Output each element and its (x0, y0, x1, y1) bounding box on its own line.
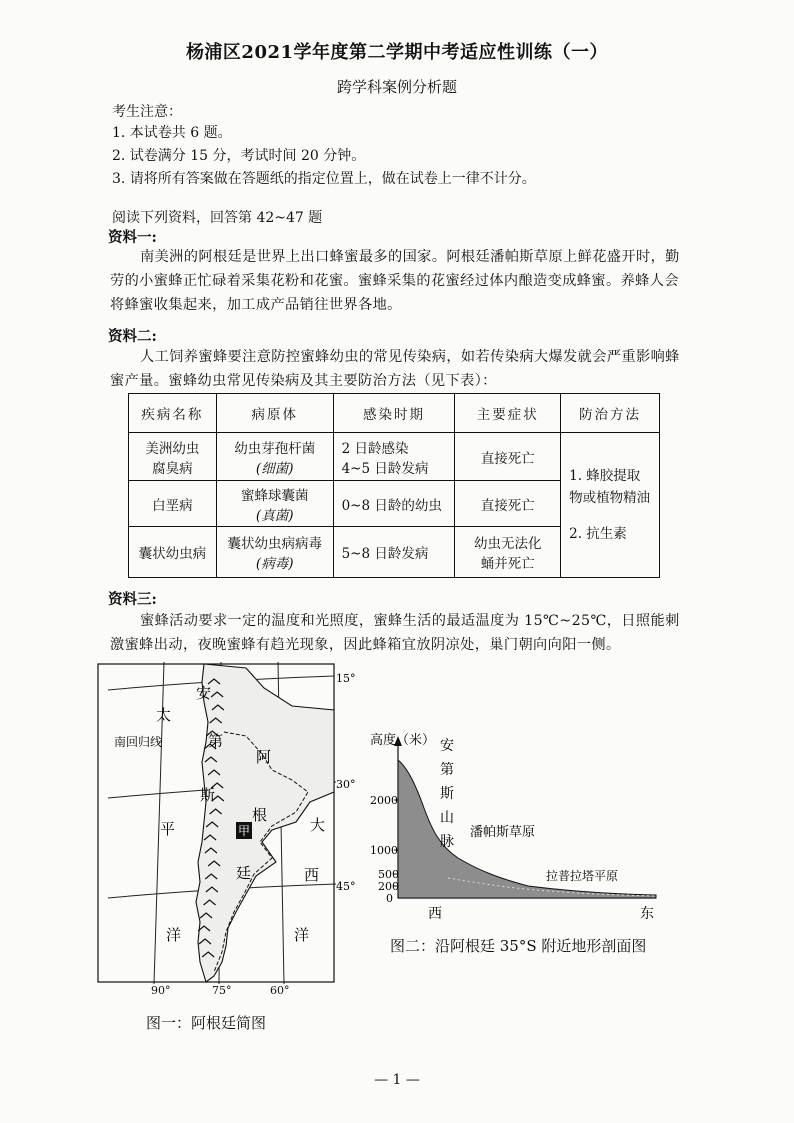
andes-char: 安 (196, 684, 212, 702)
material1-body: 南美洲的阿根廷是世界上出口蜂蜜最多的国家。阿根廷潘帕斯草原上鲜花盛开时，勤劳的小蜜蜂正忙碌着采集花粉和花蜜。蜜蜂采集的花蜜经过体内酿造变成蜂蜜。养蜂人会将蜂蜜收集起来，加工成产品销往世界各地。 (110, 249, 680, 313)
figure1-caption: 图一：阿根廷简图 (146, 1014, 267, 1032)
marker-label: 甲 (237, 824, 251, 838)
table-header: 病原体 (216, 394, 333, 433)
atlantic-char: 西 (304, 866, 320, 884)
material1-text (110, 245, 688, 317)
pathogen: 蜜蜂球囊菌 (真菌) (216, 481, 333, 527)
reading-intro: 阅读下列资料，回答第 42~47 题 (112, 210, 323, 226)
west-label: 西 (428, 906, 442, 922)
andes-label-char: 脉 (440, 834, 454, 850)
infection-period: 0~8 日龄的幼虫 (333, 481, 455, 527)
pacific-char: 洋 (166, 926, 182, 944)
argentina-map (96, 662, 356, 997)
disease-name: 囊状幼虫病 (129, 527, 217, 578)
table-header: 主要症状 (455, 394, 561, 433)
page-number: — 1 — (374, 1072, 420, 1088)
disease-table (128, 393, 660, 578)
terrain-profile-svg (368, 728, 670, 938)
andes-char: 斯 (200, 786, 216, 804)
laplata-label: 拉普拉塔平原 (546, 869, 619, 883)
symptom: 幼虫无法化 蛹并死亡 (455, 527, 561, 578)
table-header: 疾病名称 (129, 394, 217, 433)
material1-heading: 资料一: (108, 229, 157, 246)
material2-body: 人工饲养蜜蜂要注意防控蜜蜂幼虫的常见传染病，如若传染病大爆发就会严重影响蜂蜜产量。蜜蜂幼虫常见传染病及其主要防治方法（见下表）： (110, 349, 680, 389)
material3-text (110, 609, 688, 657)
terrain-profile (368, 728, 670, 938)
lon-label: 60° (270, 984, 290, 997)
notice-item: 1. 本试卷共 6 题。 (112, 125, 232, 141)
figure2-caption: 图二：沿阿根廷 35°S 附近地形剖面图 (390, 937, 647, 955)
prevention-methods (561, 433, 660, 578)
lon-label: 75° (212, 984, 232, 997)
table-header-row (129, 394, 660, 433)
y-axis-title: 高度（米） (370, 733, 436, 748)
notice-heading: 考生注意： (112, 104, 182, 120)
table-row (129, 433, 660, 481)
pacific-char: 平 (160, 820, 176, 838)
material2-heading: 资料二: (108, 328, 157, 345)
y-tick: 500 (378, 868, 399, 881)
argentina-char: 廷 (236, 864, 252, 882)
argentina-map-svg (96, 662, 356, 984)
pampas-label: 潘帕斯草原 (470, 825, 536, 840)
pathogen: 幼虫芽孢杆菌 (细菌) (216, 433, 333, 481)
notice-item: 2. 试卷满分 15 分，考试时间 20 分钟。 (112, 148, 366, 164)
method-item: 1. 蜂胶提取物或植物精油 (569, 468, 651, 506)
andes-label-char: 第 (440, 762, 454, 778)
atlantic-char: 洋 (294, 926, 310, 944)
notice-item: 3. 请将所有答案做在答题纸的指定位置上，做在试卷上一律不计分。 (112, 171, 536, 187)
table-header: 防治方法 (561, 394, 660, 433)
andes-label-char: 斯 (440, 786, 454, 802)
lat-label: 45° (336, 880, 356, 893)
page-subtitle: 跨学科案例分析题 (336, 78, 457, 96)
lon-label: 90° (151, 984, 171, 997)
tropic-label: 南回归线 (114, 735, 163, 749)
page-title: 杨浦区2021学年度第二学期中考适应性训练（一） (185, 42, 609, 63)
y-tick: 200 (378, 880, 399, 893)
andes-label-char: 山 (440, 810, 454, 826)
material2-text (110, 345, 688, 393)
symptom: 直接死亡 (455, 433, 561, 481)
andes-label-char: 安 (440, 738, 454, 754)
symptom: 直接死亡 (455, 481, 561, 527)
argentina-char: 阿 (256, 748, 272, 766)
infection-period: 5~8 日龄发病 (333, 527, 455, 578)
lat-label: 30° (336, 778, 356, 791)
pacific-char: 太 (156, 706, 172, 724)
disease-name: 白垩病 (129, 481, 217, 527)
lat-label: 15° (336, 672, 356, 685)
argentina-char: 根 (252, 806, 268, 824)
method-item: 2. 抗生素 (569, 526, 627, 542)
material3-heading: 资料三: (108, 591, 157, 608)
y-tick: 2000 (370, 794, 398, 807)
table-header: 感染时期 (333, 394, 455, 433)
material3-body: 蜜蜂活动要求一定的温度和光照度，蜜蜂生活的最适温度为 15℃~25℃，日照能刺激蜜蜂出动，夜晚蜜蜂有趋光现象，因此蜂箱宜放阴凉处，巢门朝向向阳一侧。 (110, 613, 680, 653)
east-label: 东 (640, 906, 654, 922)
disease-name: 美洲幼虫 腐臭病 (129, 433, 217, 481)
atlantic-char: 大 (310, 816, 326, 834)
pathogen: 囊状幼虫病病毒 (病毒) (216, 527, 333, 578)
y-tick: 1000 (370, 844, 398, 857)
andes-char: 第 (208, 732, 224, 750)
y-tick: 0 (386, 892, 393, 905)
infection-period: 2 日龄感染 4~5 日龄发病 (333, 433, 455, 481)
